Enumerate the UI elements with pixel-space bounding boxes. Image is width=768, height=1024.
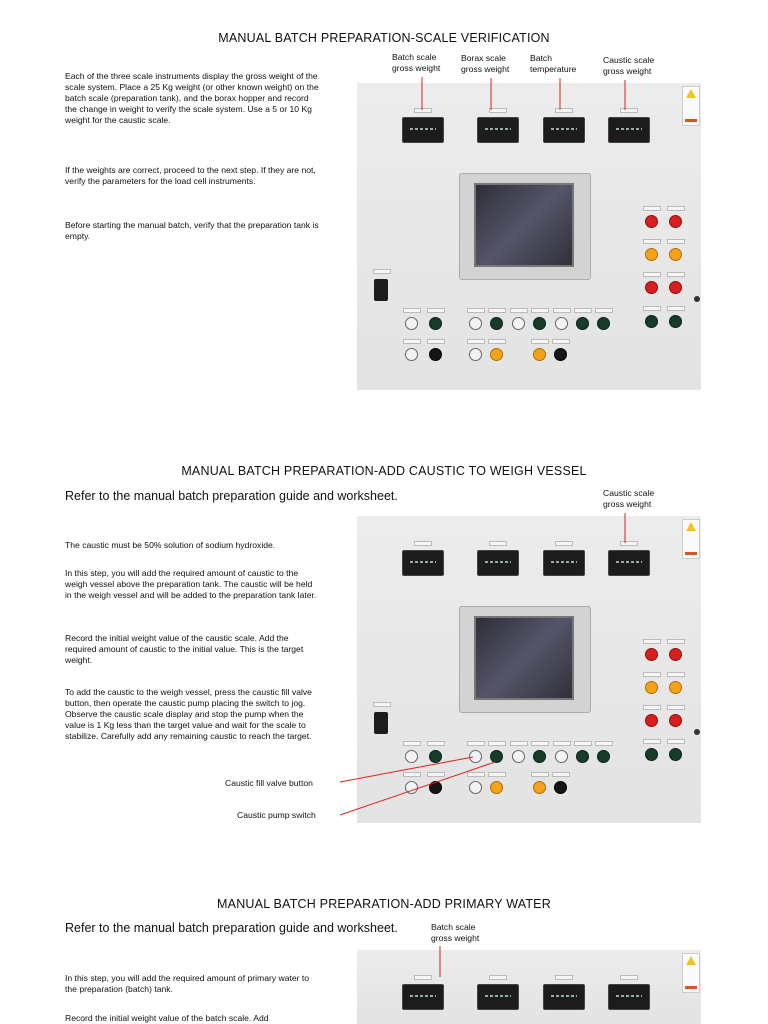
paragraph: If the weights are correct, proceed to the next step. If they are not, verify the parameters for the load cell instruments. bbox=[65, 165, 316, 186]
batch-temperature-label: Batch temperature bbox=[530, 53, 577, 74]
borax-scale-label: Borax scale gross weight bbox=[461, 53, 510, 74]
caustic-fill-valve-label: Caustic fill valve button bbox=[225, 778, 313, 788]
caustic-pump-switch-label: Caustic pump switch bbox=[237, 810, 316, 820]
section-subhead: Refer to the manual batch preparation guide and worksheet. bbox=[65, 921, 398, 935]
caustic-scale-label: Caustic scale gross weight bbox=[603, 488, 655, 509]
paragraph: Record the initial weight value of the caustic scale. Add the required amount of caustic to the initial value. This is the target weight. bbox=[65, 633, 304, 665]
paragraph: Before starting the manual batch, verify that the preparation tank is empty. bbox=[65, 220, 319, 241]
paragraph: Each of the three scale instruments display the gross weight of the scale system. Place a 25 Kg weight (or other known weight) on the batch scale (preparation tank), and the borax hopper and record the change in weight to verify the scale system. Use a 5 or 10 Kg weight for the caustic scale. bbox=[65, 71, 319, 125]
caustic-scale-label: Caustic scale gross weight bbox=[603, 55, 655, 76]
section-title: MANUAL BATCH PREPARATION-ADD PRIMARY WATER bbox=[217, 897, 551, 911]
paragraph: The caustic must be 50% solution of sodium hydroxide. bbox=[65, 540, 276, 550]
paragraph: To add the caustic to the weigh vessel, press the caustic fill valve button, then operate the caustic pump placing the switch to jog. Observe the caustic scale display and stop the pump when the value is 1 Kg less than the target value and wait for the scale to stabilize. Carefully add any remaining caustic to reach the target. bbox=[65, 687, 312, 741]
section-title: MANUAL BATCH PREPARATION-ADD CAUSTIC TO WEIGH VESSEL bbox=[181, 464, 587, 478]
paragraph: In this step, you will add the required amount of caustic to the weigh vessel above the preparation tank. The caustic will be held in the weigh vessel and will be added to the preparation tank later. bbox=[65, 568, 317, 600]
section-subhead: Refer to the manual batch preparation guide and worksheet. bbox=[65, 489, 398, 503]
paragraph: Record the initial weight value of the batch scale. Add bbox=[65, 1013, 269, 1023]
section-title: MANUAL BATCH PREPARATION-SCALE VERIFICATION bbox=[218, 31, 550, 45]
batch-scale-label: Batch scale gross weight bbox=[431, 922, 480, 943]
paragraph: In this step, you will add the required amount of primary water to the preparation (batch) tank. bbox=[65, 973, 310, 994]
batch-scale-label: Batch scale gross weight bbox=[392, 52, 441, 73]
